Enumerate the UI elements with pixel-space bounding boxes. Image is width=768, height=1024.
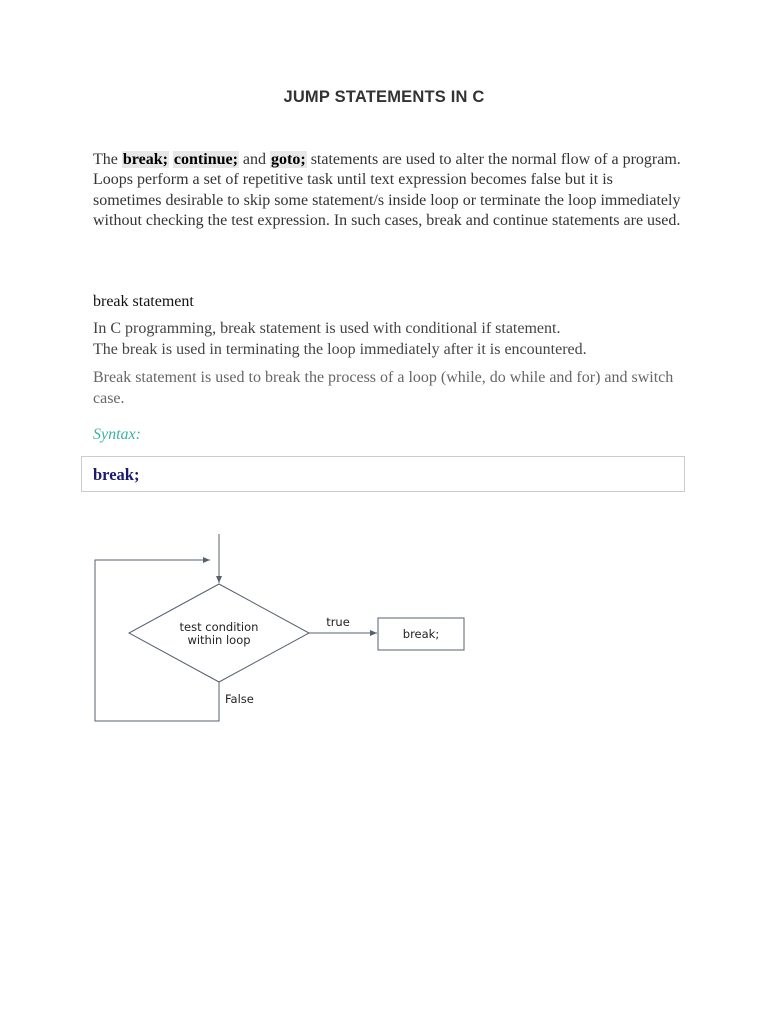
keyword-goto: goto; bbox=[271, 151, 306, 168]
syntax-code: break; bbox=[93, 465, 140, 484]
true-label: true bbox=[326, 615, 350, 629]
page-title: JUMP STATEMENTS IN C bbox=[283, 88, 485, 106]
syntax-code-box bbox=[81, 456, 685, 492]
intro-text-and: and bbox=[242, 151, 267, 168]
condition-text-line2: within loop bbox=[187, 633, 251, 647]
intro-text-the: The bbox=[93, 151, 118, 168]
false-label: False bbox=[225, 692, 254, 706]
break-description bbox=[93, 318, 693, 360]
syntax-label: Syntax: bbox=[93, 426, 141, 443]
keyword-break: break; bbox=[122, 151, 168, 168]
break-description-line1: In C programming, break statement is used with conditional if statement. bbox=[93, 320, 561, 337]
intro-paragraph-2: Loops perform a set of repetitive task until text expression becomes false but it is sometimes desirable to skip some statement/s inside loop or terminate the loop immediately without checking the test expression. In such cases, break and continue statements are used. bbox=[93, 171, 681, 230]
break-section-heading: break statement bbox=[93, 293, 194, 310]
break-description-line2: The break is used in terminating the loop immediately after it is encountered. bbox=[93, 341, 587, 358]
intro-text-rest: statements are used to alter the normal flow of a program. bbox=[310, 151, 681, 168]
keyword-continue: continue; bbox=[173, 151, 238, 168]
break-description-2: Break statement is used to break the process of a loop (while, do while and for) and switch case. bbox=[93, 369, 674, 407]
break-flowchart bbox=[90, 530, 480, 730]
condition-text-line1: test condition bbox=[179, 620, 259, 634]
intro-paragraph bbox=[93, 150, 683, 232]
action-text: break; bbox=[402, 627, 440, 641]
